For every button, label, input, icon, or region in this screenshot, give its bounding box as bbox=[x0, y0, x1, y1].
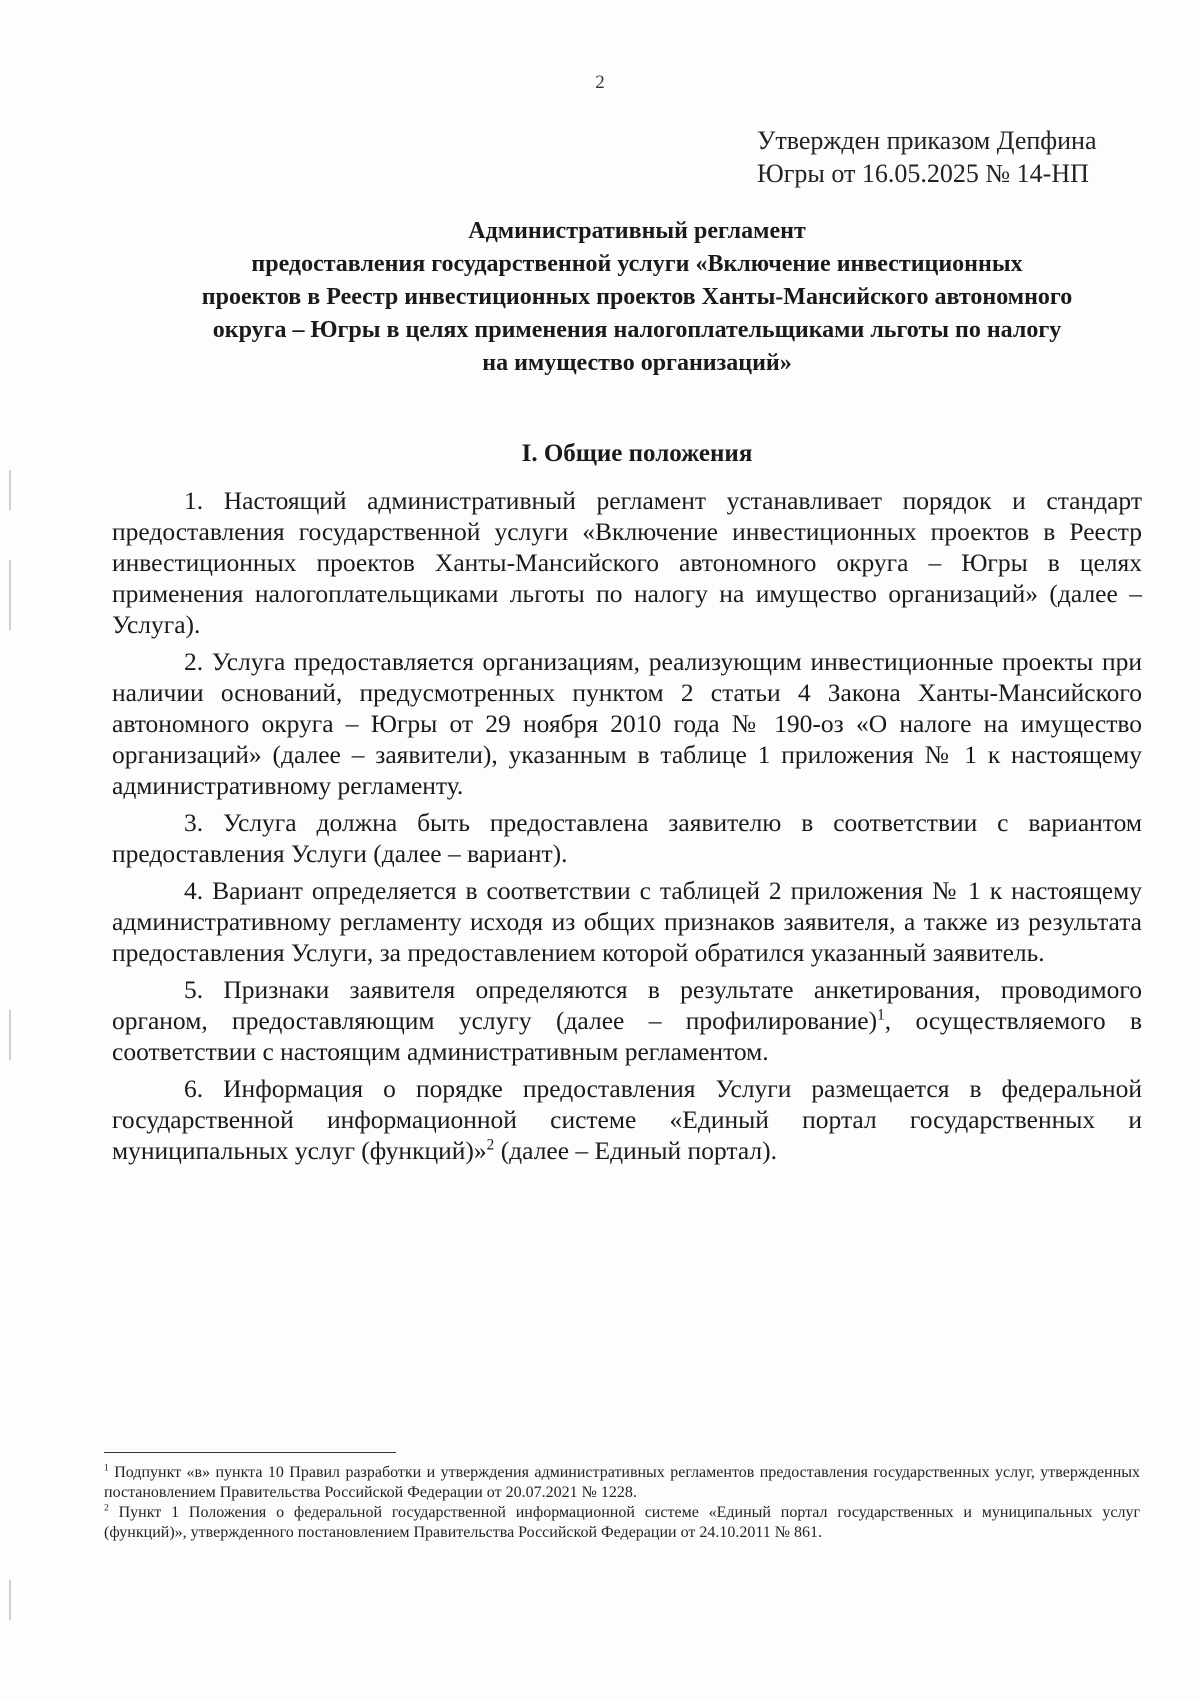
paragraph-6-text: 6. Информация о порядке предоставления Услуги размещается в федеральной государственной информационной системе «Единый портал государственных и муниципальных услуг (функций)» bbox=[112, 1074, 1142, 1165]
footnote-ref-2: 2 bbox=[486, 1136, 495, 1154]
footnote-1 bbox=[104, 1463, 1140, 1503]
scan-margin-mark bbox=[9, 470, 11, 510]
paragraph-4: 4. Вариант определяется в соответствии с таблицей 2 приложения № 1 к настоящему административному регламенту исходя из общих признаков заявителя, а также из результата предоставления Услуги, за предоставлением которой обратился указанный заявитель. bbox=[112, 876, 1142, 967]
document-title bbox=[112, 215, 1162, 380]
page-number: 2 bbox=[595, 72, 605, 93]
footnote-2 bbox=[104, 1503, 1140, 1543]
paragraph-5-tail: , осуществляемого в соответствии с настоящим административным регламентом. bbox=[112, 1006, 1142, 1066]
title-line-4: округа – Югры в целях применения налогоплательщиками льготы по налогу bbox=[212, 317, 1062, 343]
paragraph-1: 1. Настоящий административный регламент устанавливает порядок и стандарт предоставления государственной услуги «Включение инвестиционных проектов в Реестр инвестиционных проектов Ханты-Мансийского автономного округа – Югры в целях применения налогоплательщиками льготы по налогу на имущество организаций» (далее – Услуга). bbox=[112, 486, 1142, 639]
footnote-separator bbox=[104, 1452, 396, 1453]
title-line-1: Административный регламент bbox=[468, 218, 806, 244]
scan-margin-mark bbox=[9, 1580, 11, 1620]
section-heading: I. Общие положения bbox=[521, 440, 753, 467]
paragraph-5-text: 5. Признаки заявителя определяются в результате анкетирования, проводимого органом, предоставляющим услугу (далее – профилирование) bbox=[112, 975, 1142, 1035]
paragraph-5 bbox=[112, 974, 1142, 1067]
scan-margin-mark bbox=[9, 1010, 11, 1060]
paragraph-6 bbox=[112, 1073, 1142, 1166]
title-line-2: предоставления государственной услуги «Включение инвестиционных bbox=[251, 251, 1023, 277]
approval-line-1: Утвержден приказом Депфина bbox=[757, 126, 1097, 155]
paragraph-3: 3. Услуга должна быть предоставлена заявителю в соответствии с вариантом предоставления Услуги (далее – вариант). bbox=[112, 808, 1142, 868]
paragraph-2: 2. Услуга предоставляется организациям, реализующим инвестиционные проекты при наличии оснований, предусмотренных пунктом 2 статьи 4 Закона Ханты-Мансийского автономного округа – Югры от 29 ноября 2010 года № 190-оз «О налоге на имущество организаций» (далее – заявители), указанным в таблице 1 приложения № 1 к настоящему административному регламенту. bbox=[112, 647, 1142, 800]
footnote-marker-1: 1 bbox=[104, 1462, 109, 1474]
document-body bbox=[112, 485, 1142, 1172]
title-line-5: на имущество организаций» bbox=[482, 350, 792, 376]
footnote-2-text: Пункт 1 Положения о федеральной государственной информационной системе «Единый портал государственных и муниципальных услуг (функций)», утвержденного постановлением Правительства Российской Федерации от 24.10.2011 № 861. bbox=[104, 1504, 1140, 1541]
scan-margin-mark bbox=[9, 560, 11, 630]
footnote-1-text: Подпункт «в» пункта 10 Правил разработки и утверждения административных регламентов предоставления государственных услуг, утвержденных постановлением Правительства Российской Федерации от 20.07.2021 № 1228. bbox=[104, 1464, 1140, 1501]
footnotes bbox=[104, 1463, 1140, 1543]
approval-stamp bbox=[757, 124, 1177, 190]
approval-line-2: Югры от 16.05.2025 № 14-НП bbox=[757, 159, 1089, 188]
title-line-3: проектов в Реестр инвестиционных проектов Ханты-Мансийского автономного bbox=[201, 284, 1073, 310]
footnote-marker-2: 2 bbox=[104, 1502, 109, 1514]
footnote-ref-1: 1 bbox=[877, 1006, 885, 1024]
paragraph-6-tail: (далее – Единый портал). bbox=[494, 1136, 777, 1165]
